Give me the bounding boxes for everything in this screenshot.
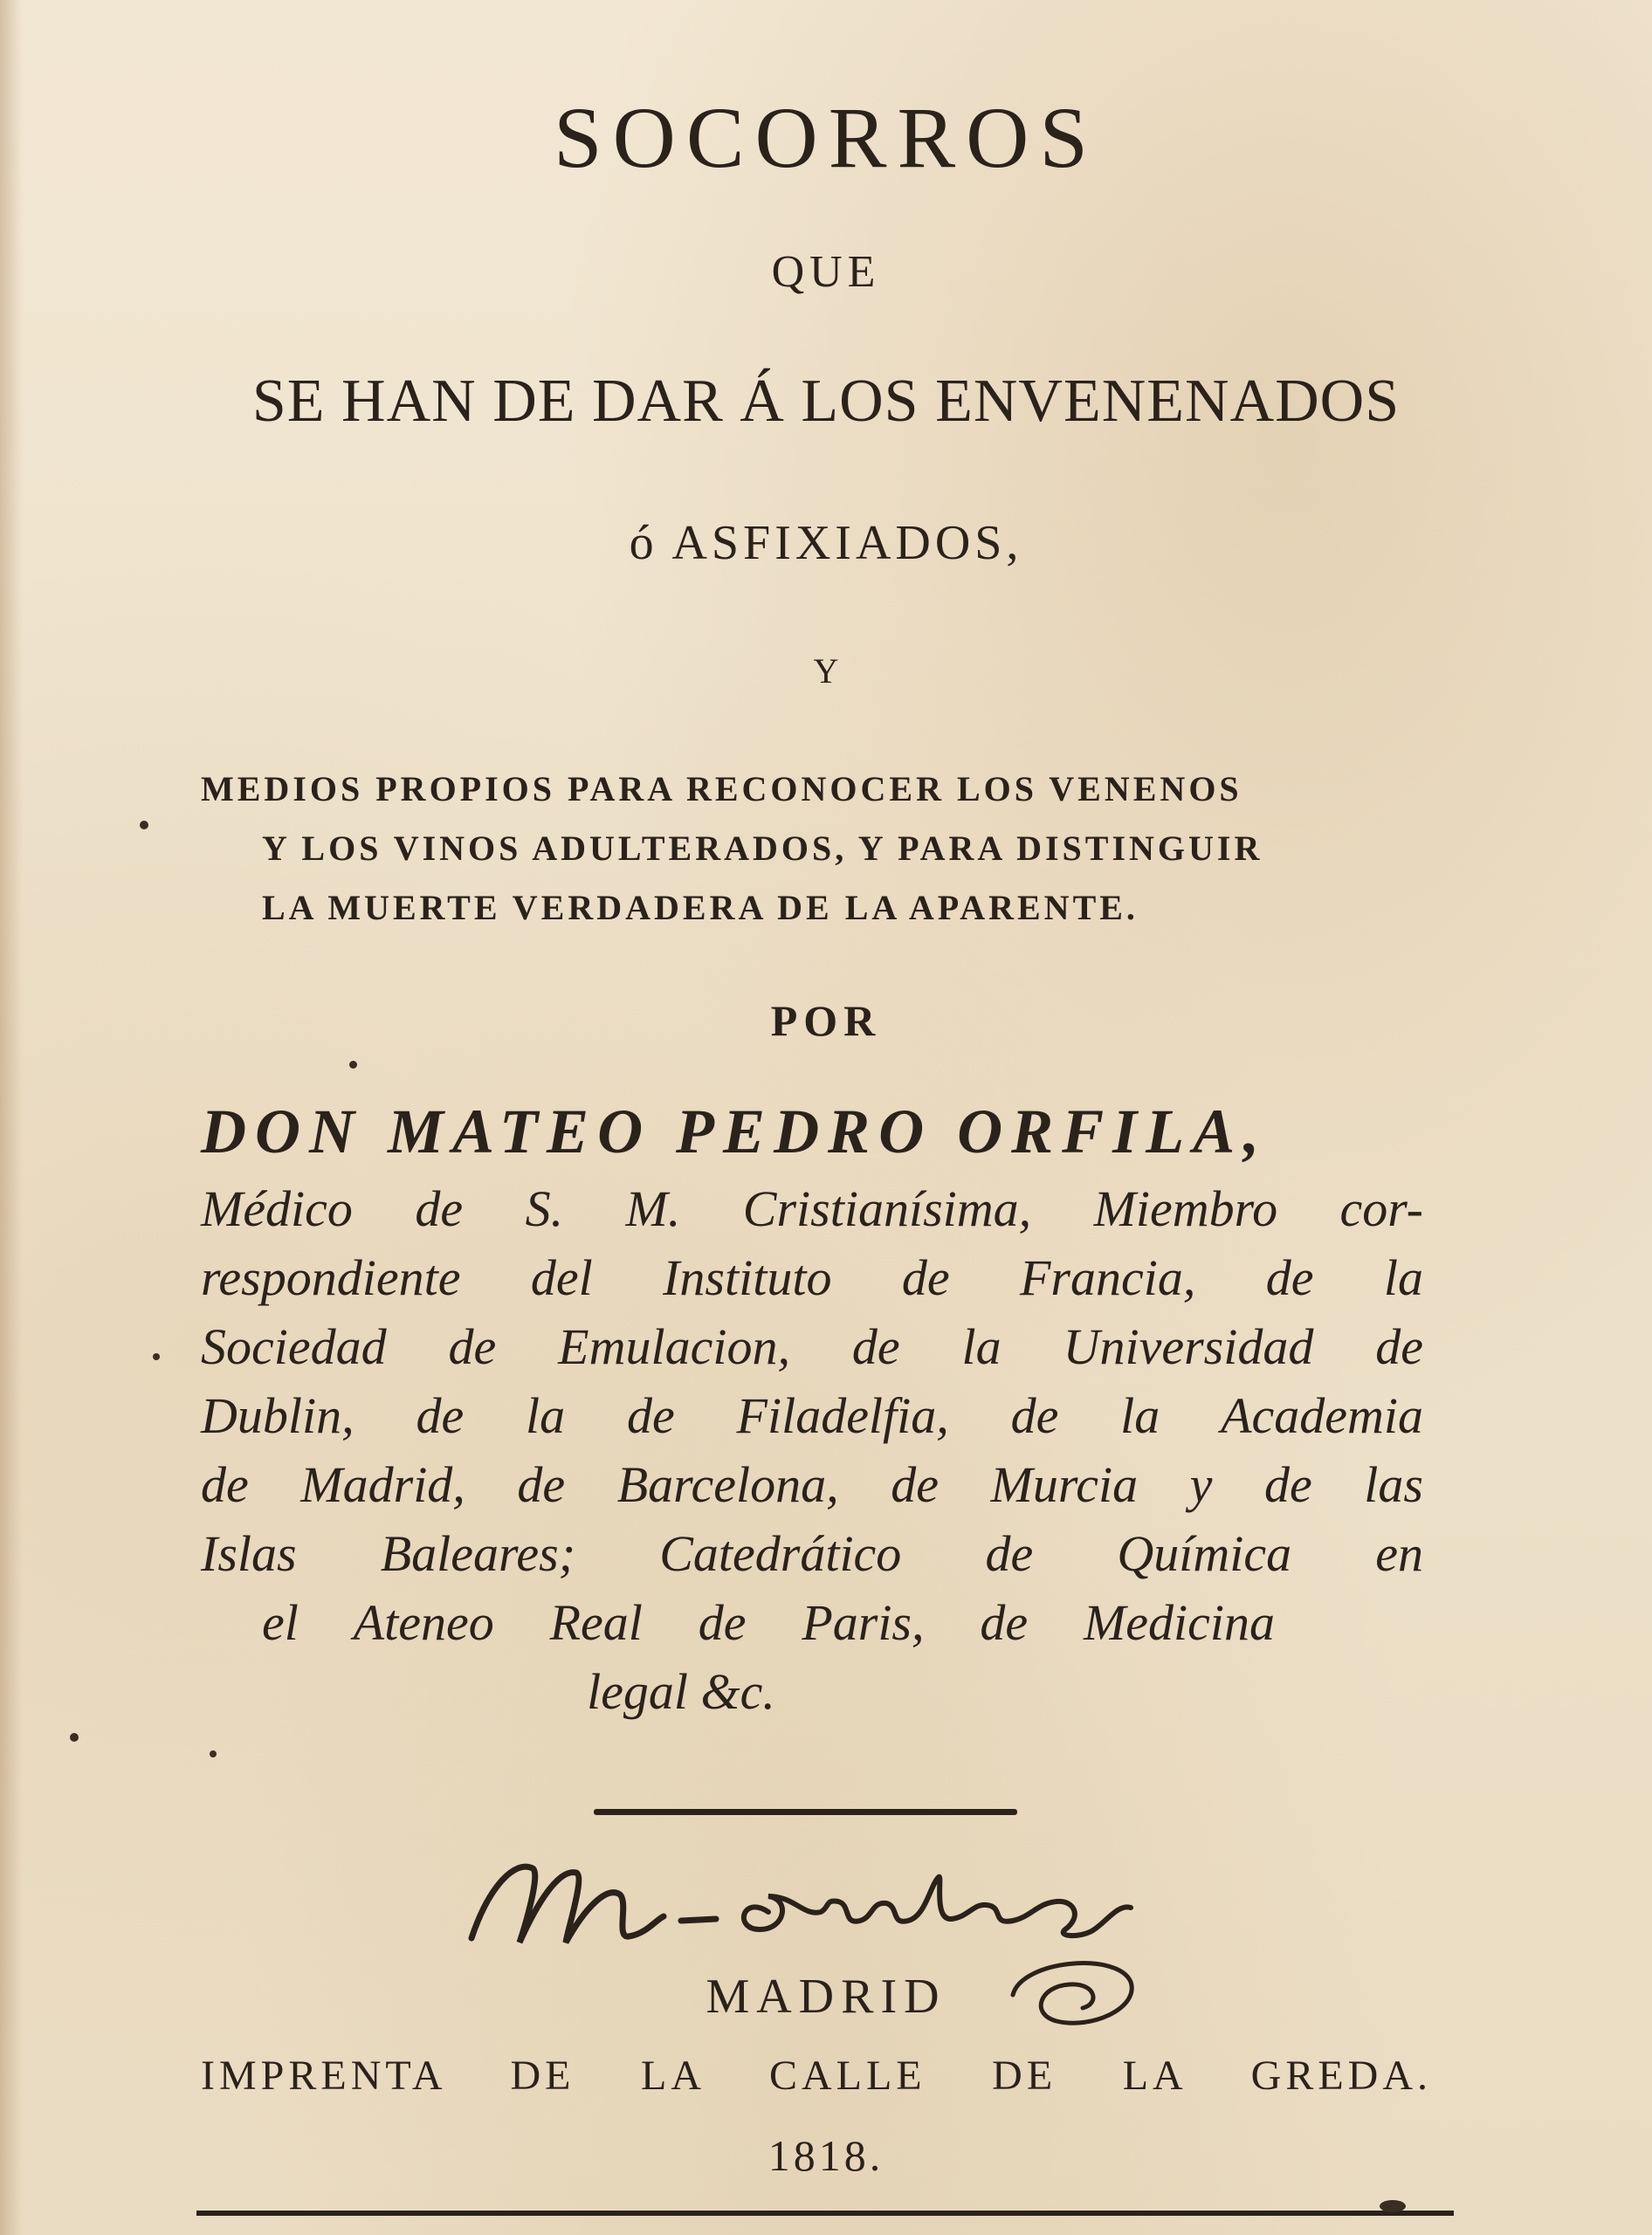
book-title: SOCORROS xyxy=(554,89,1098,186)
medios-line: Y LOS VINOS ADULTERADOS, Y PARA DISTINGUIR xyxy=(262,829,1263,868)
ink-speck xyxy=(70,1733,79,1742)
medios-paragraph xyxy=(201,760,1423,938)
author-credentials xyxy=(201,1174,1423,1726)
ink-speck xyxy=(210,1750,217,1757)
credentials-line: Dublin, de la de Filadelfia, de la Academia xyxy=(201,1387,1423,1444)
author-name: DON MATEO PEDRO ORFILA, xyxy=(201,1097,1269,1166)
conjunction-y: Y xyxy=(813,651,839,691)
por-label: POR xyxy=(770,996,882,1045)
ink-speck xyxy=(349,1061,357,1069)
credentials-line: respondiente del Instituto de Francia, de la xyxy=(201,1249,1423,1306)
credentials-line: legal &c. xyxy=(587,1663,775,1720)
credentials-line: Sociedad de Emulacion, de la Universidad de xyxy=(201,1318,1423,1375)
imprint-city: MADRID xyxy=(706,1970,946,2024)
divider-rule-bottom xyxy=(196,2211,1454,2216)
ink-speck xyxy=(153,1353,160,1360)
subtitle-asfixiados: ó ASFIXIADOS, xyxy=(629,516,1023,570)
ink-speck xyxy=(1380,2200,1406,2212)
book-subtitle: SE HAN DE DAR Á LOS ENVENENADOS xyxy=(251,368,1401,435)
credentials-line: Islas Baleares; Catedrático de Química en xyxy=(201,1525,1423,1582)
ink-speck xyxy=(140,821,148,829)
medios-line: MEDIOS PROPIOS PARA RECONOCER LOS VENENOS xyxy=(201,769,1242,808)
title-conjunction-que: QUE xyxy=(771,247,881,297)
imprint-printer: IMPRENTA DE LA CALLE DE LA GREDA. xyxy=(201,2053,1432,2099)
divider-rule-top xyxy=(594,1809,1017,1815)
page-edge-shadow xyxy=(0,0,23,2235)
imprint-year: 1818. xyxy=(767,2131,885,2180)
credentials-line: Médico de S. M. Cristianísima, Miembro cor- xyxy=(201,1180,1423,1237)
credentials-line: el Ateneo Real de Paris, de Medicina xyxy=(262,1594,1275,1651)
medios-line: LA MUERTE VERDADERA DE LA APARENTE. xyxy=(262,888,1139,927)
credentials-line: de Madrid, de Barcelona, de Murcia y de las xyxy=(201,1456,1423,1513)
